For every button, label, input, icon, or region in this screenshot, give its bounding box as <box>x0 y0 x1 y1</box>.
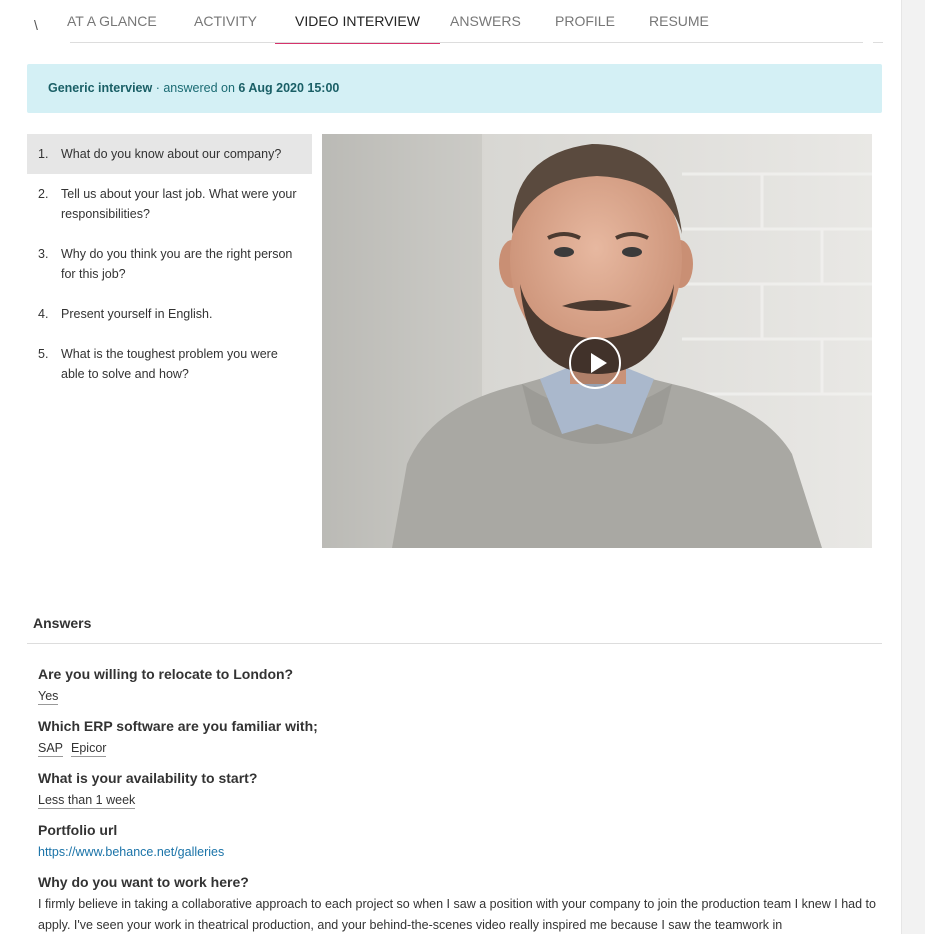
question-text: What is the toughest problem you were able to solve and how? <box>61 347 278 381</box>
question-text: Why do you think you are the right person for this job? <box>61 247 293 281</box>
answer-value <box>38 738 878 758</box>
answer-chip: Yes <box>38 689 59 703</box>
tab-video-interview[interactable]: VIDEO INTERVIEW <box>295 0 420 44</box>
answer-paragraph: I firmly believe in taking a collaborative approach to each project so when I saw a position with your company to join the production team I knew I had to apply. I've seen your work in theatrical production, and your behind-the-scenes video really inspired me because I saw the teamwork in <box>38 897 876 932</box>
answer-chip: SAP <box>38 741 64 755</box>
tab-resume[interactable]: RESUME <box>649 13 709 29</box>
page-scroll-edge <box>901 0 925 934</box>
answer-question: Which ERP software are you familiar with; <box>38 718 318 734</box>
question-number: 2. <box>38 187 49 201</box>
answers-list <box>38 664 878 936</box>
answers-heading: Answers <box>33 615 92 631</box>
play-icon <box>591 353 607 373</box>
answered-date: 6 Aug 2020 15:00 <box>238 81 340 95</box>
tab-cut-off: \ <box>34 17 38 33</box>
tab-profile[interactable]: PROFILE <box>555 13 615 29</box>
question-item-5[interactable] <box>27 334 312 394</box>
tab-underline <box>70 42 863 43</box>
question-list <box>27 134 312 394</box>
answer-value <box>38 842 878 862</box>
question-item-2[interactable] <box>27 174 312 234</box>
banner-answered-on: · answered on <box>152 81 239 95</box>
play-button[interactable] <box>569 337 621 389</box>
answer-chip: Less than 1 week <box>38 793 136 807</box>
answers-divider <box>27 643 882 644</box>
tab-underline-end <box>873 42 883 43</box>
answer-question: Why do you want to work here? <box>38 874 249 890</box>
interview-name: Generic interview <box>48 81 153 95</box>
answer-question: Are you willing to relocate to London? <box>38 666 294 682</box>
question-item-4[interactable] <box>27 294 312 334</box>
question-number: 3. <box>38 247 49 261</box>
page <box>8 0 901 934</box>
tab-bar <box>30 0 883 44</box>
question-text: What do you know about our company? <box>61 147 282 161</box>
question-item-1[interactable] <box>27 134 312 174</box>
portfolio-link[interactable]: https://www.behance.net/galleries <box>38 845 225 859</box>
answer-value <box>38 686 878 706</box>
tab-activity[interactable]: ACTIVITY <box>194 13 258 29</box>
answer-chip: Epicor <box>71 741 107 755</box>
question-text: Present yourself in English. <box>61 307 213 321</box>
question-number: 1. <box>38 147 49 161</box>
answer-question: Portfolio url <box>38 822 118 838</box>
interview-info-banner <box>27 64 882 113</box>
question-number: 4. <box>38 307 49 321</box>
question-text: Tell us about your last job. What were your responsibilities? <box>61 187 297 221</box>
question-number: 5. <box>38 347 49 361</box>
tab-answers[interactable]: ANSWERS <box>450 13 521 29</box>
question-item-3[interactable] <box>27 234 312 294</box>
answer-value <box>38 790 878 810</box>
answer-question: What is your availability to start? <box>38 770 258 786</box>
tab-at-a-glance[interactable]: AT A GLANCE <box>67 13 157 29</box>
video-player[interactable] <box>322 134 872 548</box>
